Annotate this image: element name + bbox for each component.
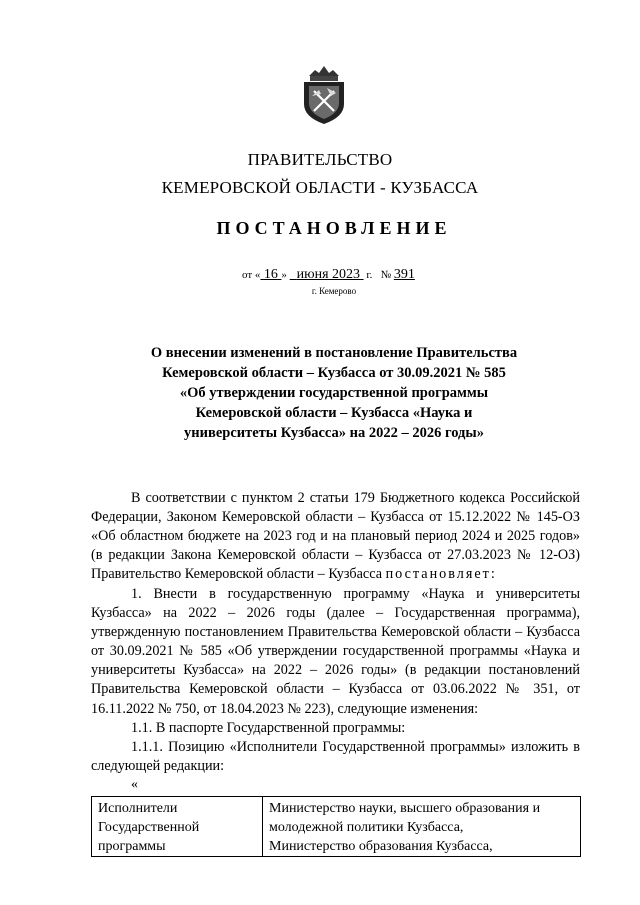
date-day: 16 (263, 267, 278, 282)
date-month-year: июня 2023 (296, 267, 361, 282)
resolution-items (91, 585, 580, 776)
doc-number-label: № (380, 269, 392, 281)
date-separator: » (281, 269, 287, 281)
kuzbass-coat-of-arms-icon (299, 62, 349, 126)
paragraph-item-1-1-1: 1.1.1. Позицию «Исполнители Государственной программы» изложить в следующей редакции: (91, 738, 580, 774)
date-prefix: от « (242, 269, 261, 281)
paragraph-item-1: 1. Внести в государственную программу «Наука и университеты Кузбасса» на 2022 – 2026 годы (далее – Государственная программа), утвержденную постановлением Правительства Кемеровской области – Кузбасса от 30.09.2021 № 585 «Об утверждении государственной программы «Наука и университеты Кузбасса» на 2022 – 2026 годы» (в редакции постановлений Правительства Кемеровской области – Кузбасса от 03.06.2022 № 351, от 16.11.2022 № 750, от 18.04.2023 № 223), следующие изменения: (91, 586, 580, 717)
subject-line: университеты Кузбасса» на 2022 – 2026 годы» (184, 425, 484, 441)
paragraph-item-1-1: 1.1. В паспорте Государственной программы: (131, 719, 406, 736)
city: г. Кемерово (311, 286, 357, 296)
date-year-suffix: г. (366, 269, 373, 281)
table-cell-left: Исполнители Государственной программы (92, 797, 263, 857)
preamble (91, 489, 580, 584)
subject-line: О внесении изменений в постановление Правительства (150, 345, 518, 361)
table-cell-right: Министерство науки, высшего образования и молодежной политики Кузбасса, Министерство образования Кузбасса, (263, 797, 581, 857)
document-subject (120, 343, 548, 443)
preamble-paragraph: В соответствии с пунктом 2 статьи 179 Бюджетного кодекса Российской Федерации, Законом Кемеровской области – Кузбасса от 15.12.2022 № 145-ОЗ «Об областном бюджете на 2023 год и на плановый период 2024 и 2025 годов» (в редакции Закона Кемеровской области – Кузбасса от 27.03.2023 № 12-ОЗ) Правительство Кемеровской области – Кузбасса постановляет: (91, 490, 580, 583)
subject-line: Кемеровской области – Кузбасса «Наука и (195, 405, 473, 421)
document-type: ПОСТАНОВЛЕНИЕ (216, 218, 452, 238)
government-name-line2: КЕМЕРОВСКОЙ ОБЛАСТИ - КУЗБАССА (161, 178, 479, 197)
date-line (242, 267, 415, 283)
resolves-word: постановляет: (385, 566, 497, 583)
passport-table (91, 796, 581, 857)
subject-line: «Об утверждении государственной программы (179, 385, 489, 401)
table-row (92, 797, 581, 857)
government-name-line1: ПРАВИТЕЛЬСТВО (247, 150, 393, 169)
doc-number: 391 (393, 267, 415, 282)
subject-line: Кемеровской области – Кузбасса от 30.09.2021 № 585 (162, 365, 506, 381)
open-quote: « (131, 777, 138, 792)
